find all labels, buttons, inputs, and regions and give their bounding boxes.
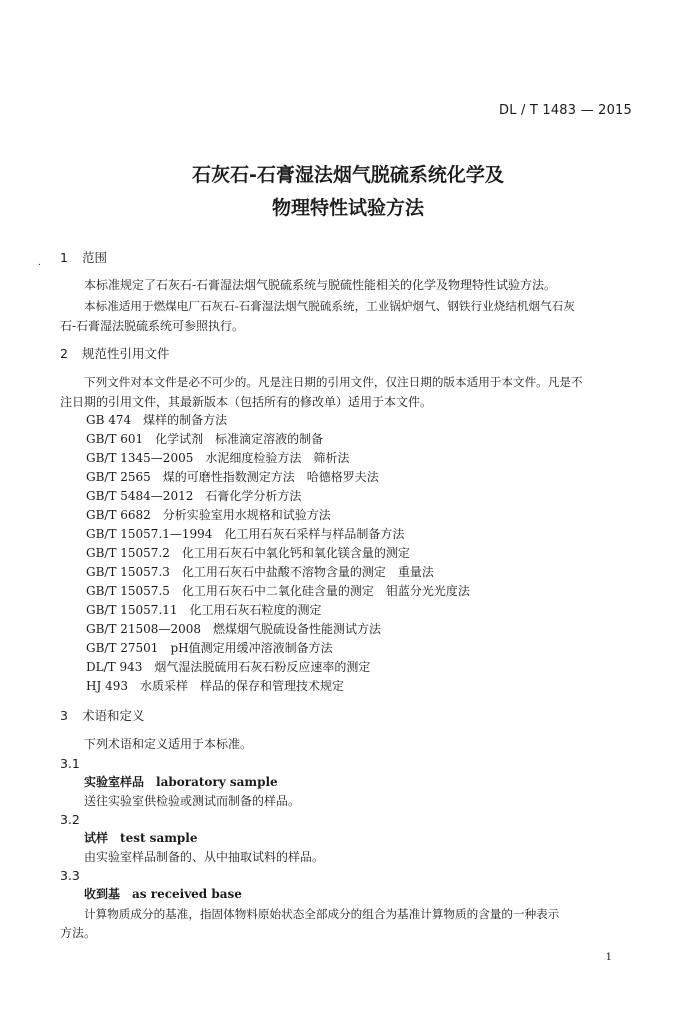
reference-item: HJ 493 水质采样 样品的保存和管理技术规定 [86,679,344,693]
section-heading-1 [60,250,107,266]
reference-item: GB/T 1345—2005 水泥细度检验方法 筛析法 [86,451,350,465]
reference-item: GB/T 601 化学试剂 标准滴定溶液的制备 [86,432,324,446]
page-number: 1 [605,952,612,963]
section-title: 术语和定义 [82,708,145,723]
reference-item: GB/T 15057.1—1994 化工用石灰石采样与样品制备方法 [86,527,405,541]
reference-item: GB/T 15057.2 化工用石灰石中氧化钙和氧化镁含量的测定 [86,546,410,560]
term-definition-continued: 方法。 [60,926,97,940]
paragraph: 下列术语和定义适用于本标准。 [84,737,253,751]
reference-item: GB/T 5484—2012 石膏化学分析方法 [86,489,302,503]
reference-item: GB/T 6682 分析实验室用水规格和试验方法 [86,508,331,522]
term-zh: 试样 [84,831,109,845]
paragraph: 石-石膏湿法脱硫系统可参照执行。 [60,319,245,333]
document-title-line-1: 石灰石-石膏湿法烟气脱硫系统化学及 [192,164,504,186]
term-heading [84,830,198,846]
section-number: 2 [60,346,68,361]
standard-code: DL / T 1483 — 2015 [498,103,632,118]
section-title: 规范性引用文件 [82,346,170,361]
paragraph: 本标准适用于燃煤电厂石灰石-石膏湿法烟气脱硫系统，工业锅炉烟气、钢铁行业烧结机烟气石灰 [84,299,575,313]
reference-item: GB/T 15057.5 化工用石灰石中二氧化硅含量的测定 钼蓝分光光度法 [86,584,470,598]
term-en: as received base [132,887,242,901]
term-en: test sample [120,831,198,845]
reference-item: GB/T 2565 煤的可磨性指数测定方法 哈德格罗夫法 [86,470,379,484]
reference-item: GB/T 21508—2008 燃煤烟气脱硫设备性能测试方法 [86,622,381,636]
paragraph: 本标准规定了石灰石-石膏湿法烟气脱硫系统与脱硫性能相关的化学及物理特性试验方法。 [84,278,557,292]
term-definition: 送往实验室供检验或测试而制备的样品。 [84,794,301,808]
term-heading [84,886,242,902]
clause-number: 3.2 [60,812,80,827]
reference-item: GB/T 15057.11 化工用石灰石粒度的测定 [86,603,322,617]
section-number: 3 [60,708,68,723]
term-zh: 收到基 [84,887,121,901]
reference-item: GB/T 15057.3 化工用石灰石中盐酸不溶物含量的测定 重量法 [86,565,434,579]
reference-item: GB 474 煤样的制备方法 [86,413,228,427]
section-number: 1 [60,250,68,265]
term-heading [84,774,278,790]
paragraph: 下列文件对本文件是必不可少的。凡是注日期的引用文件，仅注日期的版本适用于本文件。凡是不 [84,375,583,389]
section-heading-2 [60,346,170,362]
clause-number: 3.1 [60,756,80,771]
document-title-line-2: 物理特性试验方法 [271,197,424,219]
term-definition: 由实验室样品制备的、从中抽取试料的样品。 [84,850,325,864]
margin-dot: . [38,258,41,268]
section-heading-3 [60,708,145,724]
section-title: 范围 [82,250,108,265]
term-en: laboratory sample [156,775,278,789]
reference-item: GB/T 27501 pH值测定用缓冲溶液制备方法 [86,641,333,655]
reference-item: DL/T 943 烟气湿法脱硫用石灰石粉反应速率的测定 [86,660,371,674]
clause-number: 3.3 [60,868,80,883]
term-zh: 实验室样品 [84,775,145,789]
term-definition: 计算物质成分的基准，指固体物料原始状态全部成分的组合为基准计算物质的含量的一种表示 [84,907,560,921]
paragraph: 注日期的引用文件，其最新版本（包括所有的修改单）适用于本文件。 [60,395,433,409]
